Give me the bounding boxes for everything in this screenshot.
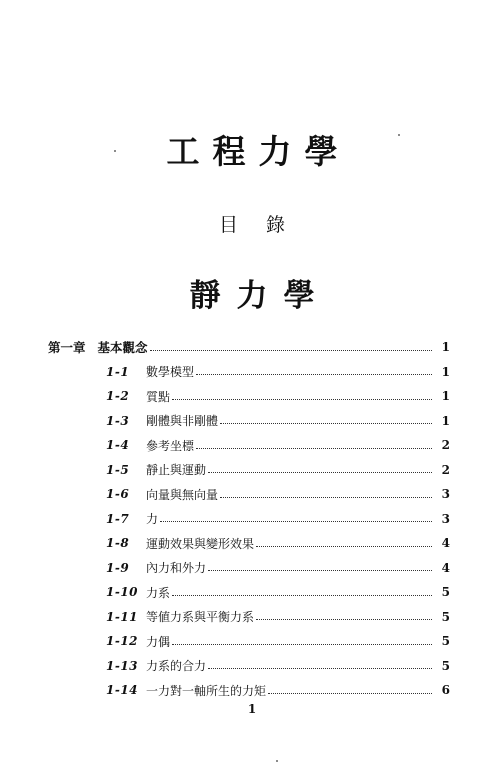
toc-section-row[interactable] — [48, 458, 450, 483]
toc-section-row[interactable] — [48, 433, 450, 458]
dot-leader — [172, 595, 432, 596]
section-number: 1-12 — [106, 634, 139, 649]
toc-section-row[interactable] — [48, 556, 450, 581]
dot-leader — [196, 448, 432, 449]
section-number: 1-7 — [106, 511, 130, 526]
section-title: 運動效果與變形效果 — [146, 536, 255, 551]
page-number: 5 — [441, 585, 450, 600]
section-number: 1-4 — [106, 438, 130, 453]
page-number: 4 — [441, 560, 450, 575]
section-title: 等値力系與平衡力系 — [146, 610, 255, 625]
dot-leader — [196, 374, 432, 375]
toc-section-row[interactable] — [48, 384, 450, 409]
section-number: 1-2 — [106, 389, 130, 404]
page-footer-number: 1 — [247, 702, 257, 716]
section-title: 力系的合力 — [146, 659, 207, 674]
scan-speck — [114, 150, 116, 152]
toc-section-row[interactable] — [48, 605, 450, 630]
page-number: 1 — [441, 364, 450, 379]
section-number: 1-5 — [106, 462, 130, 477]
section-title: 力系 — [146, 585, 171, 600]
page-number: 1 — [441, 340, 450, 355]
page-number: 2 — [441, 462, 450, 477]
toc-section-row[interactable] — [48, 654, 450, 679]
dot-leader — [220, 497, 432, 498]
toc-section-row[interactable] — [48, 629, 450, 654]
section-number: 1-3 — [106, 413, 130, 428]
section-title: 質點 — [146, 389, 171, 404]
section-title: 靜止與運動 — [146, 463, 207, 478]
part-heading: 靜力學 — [189, 278, 331, 314]
contents-heading: 目錄 — [218, 214, 313, 236]
dot-leader — [268, 693, 432, 694]
page-number: 6 — [441, 683, 450, 698]
dot-leader — [256, 619, 432, 620]
toc-section-row[interactable] — [48, 409, 450, 434]
section-title: 數學模型 — [146, 365, 195, 380]
dot-leader — [208, 668, 432, 669]
page-number: 3 — [441, 487, 450, 502]
section-title: 力偶 — [146, 634, 171, 649]
scan-speck — [276, 760, 278, 762]
toc-section-row[interactable] — [48, 507, 450, 532]
section-number: 1-1 — [106, 364, 130, 379]
scan-speck — [398, 134, 400, 136]
table-of-contents — [48, 335, 450, 703]
section-number: 1-8 — [106, 536, 130, 551]
toc-section-row[interactable] — [48, 482, 450, 507]
toc-section-row[interactable] — [48, 678, 450, 703]
chapter-title: 基本觀念 — [97, 340, 148, 356]
section-number: 1-11 — [106, 609, 139, 624]
section-number: 1-9 — [106, 560, 130, 575]
dot-leader — [208, 472, 432, 473]
dot-leader — [220, 423, 432, 424]
dot-leader — [172, 644, 432, 645]
toc-section-row[interactable] — [48, 580, 450, 605]
section-title: 向量與無向量 — [146, 487, 219, 502]
section-number: 1-10 — [106, 585, 139, 600]
dot-leader — [208, 570, 432, 571]
dot-leader — [160, 521, 432, 522]
page-number: 1 — [441, 389, 450, 404]
section-number: 1-14 — [106, 683, 139, 698]
section-title: 剛體與非剛體 — [146, 414, 219, 429]
section-title: 力 — [146, 512, 159, 527]
toc-chapter-row[interactable] — [48, 335, 450, 360]
dot-leader — [172, 399, 432, 400]
dot-leader — [256, 546, 432, 547]
dot-leader — [150, 350, 432, 351]
section-number: 1-6 — [106, 487, 130, 502]
chapter-number: 第一章 — [48, 340, 86, 356]
section-title: 一力對一軸所生的力矩 — [146, 683, 267, 698]
page-number: 1 — [441, 413, 450, 428]
page-number: 2 — [441, 438, 450, 453]
toc-section-row[interactable] — [48, 531, 450, 556]
page-number: 3 — [441, 511, 450, 526]
page-number: 5 — [441, 658, 450, 673]
toc-section-row[interactable] — [48, 360, 450, 385]
section-number: 1-13 — [106, 658, 139, 673]
page-number: 5 — [441, 609, 450, 624]
section-title: 內力和外力 — [146, 561, 207, 576]
section-title: 參考坐標 — [146, 438, 195, 453]
page-number: 4 — [441, 536, 450, 551]
book-title: 工程力學 — [166, 132, 351, 171]
page-number: 5 — [441, 634, 450, 649]
